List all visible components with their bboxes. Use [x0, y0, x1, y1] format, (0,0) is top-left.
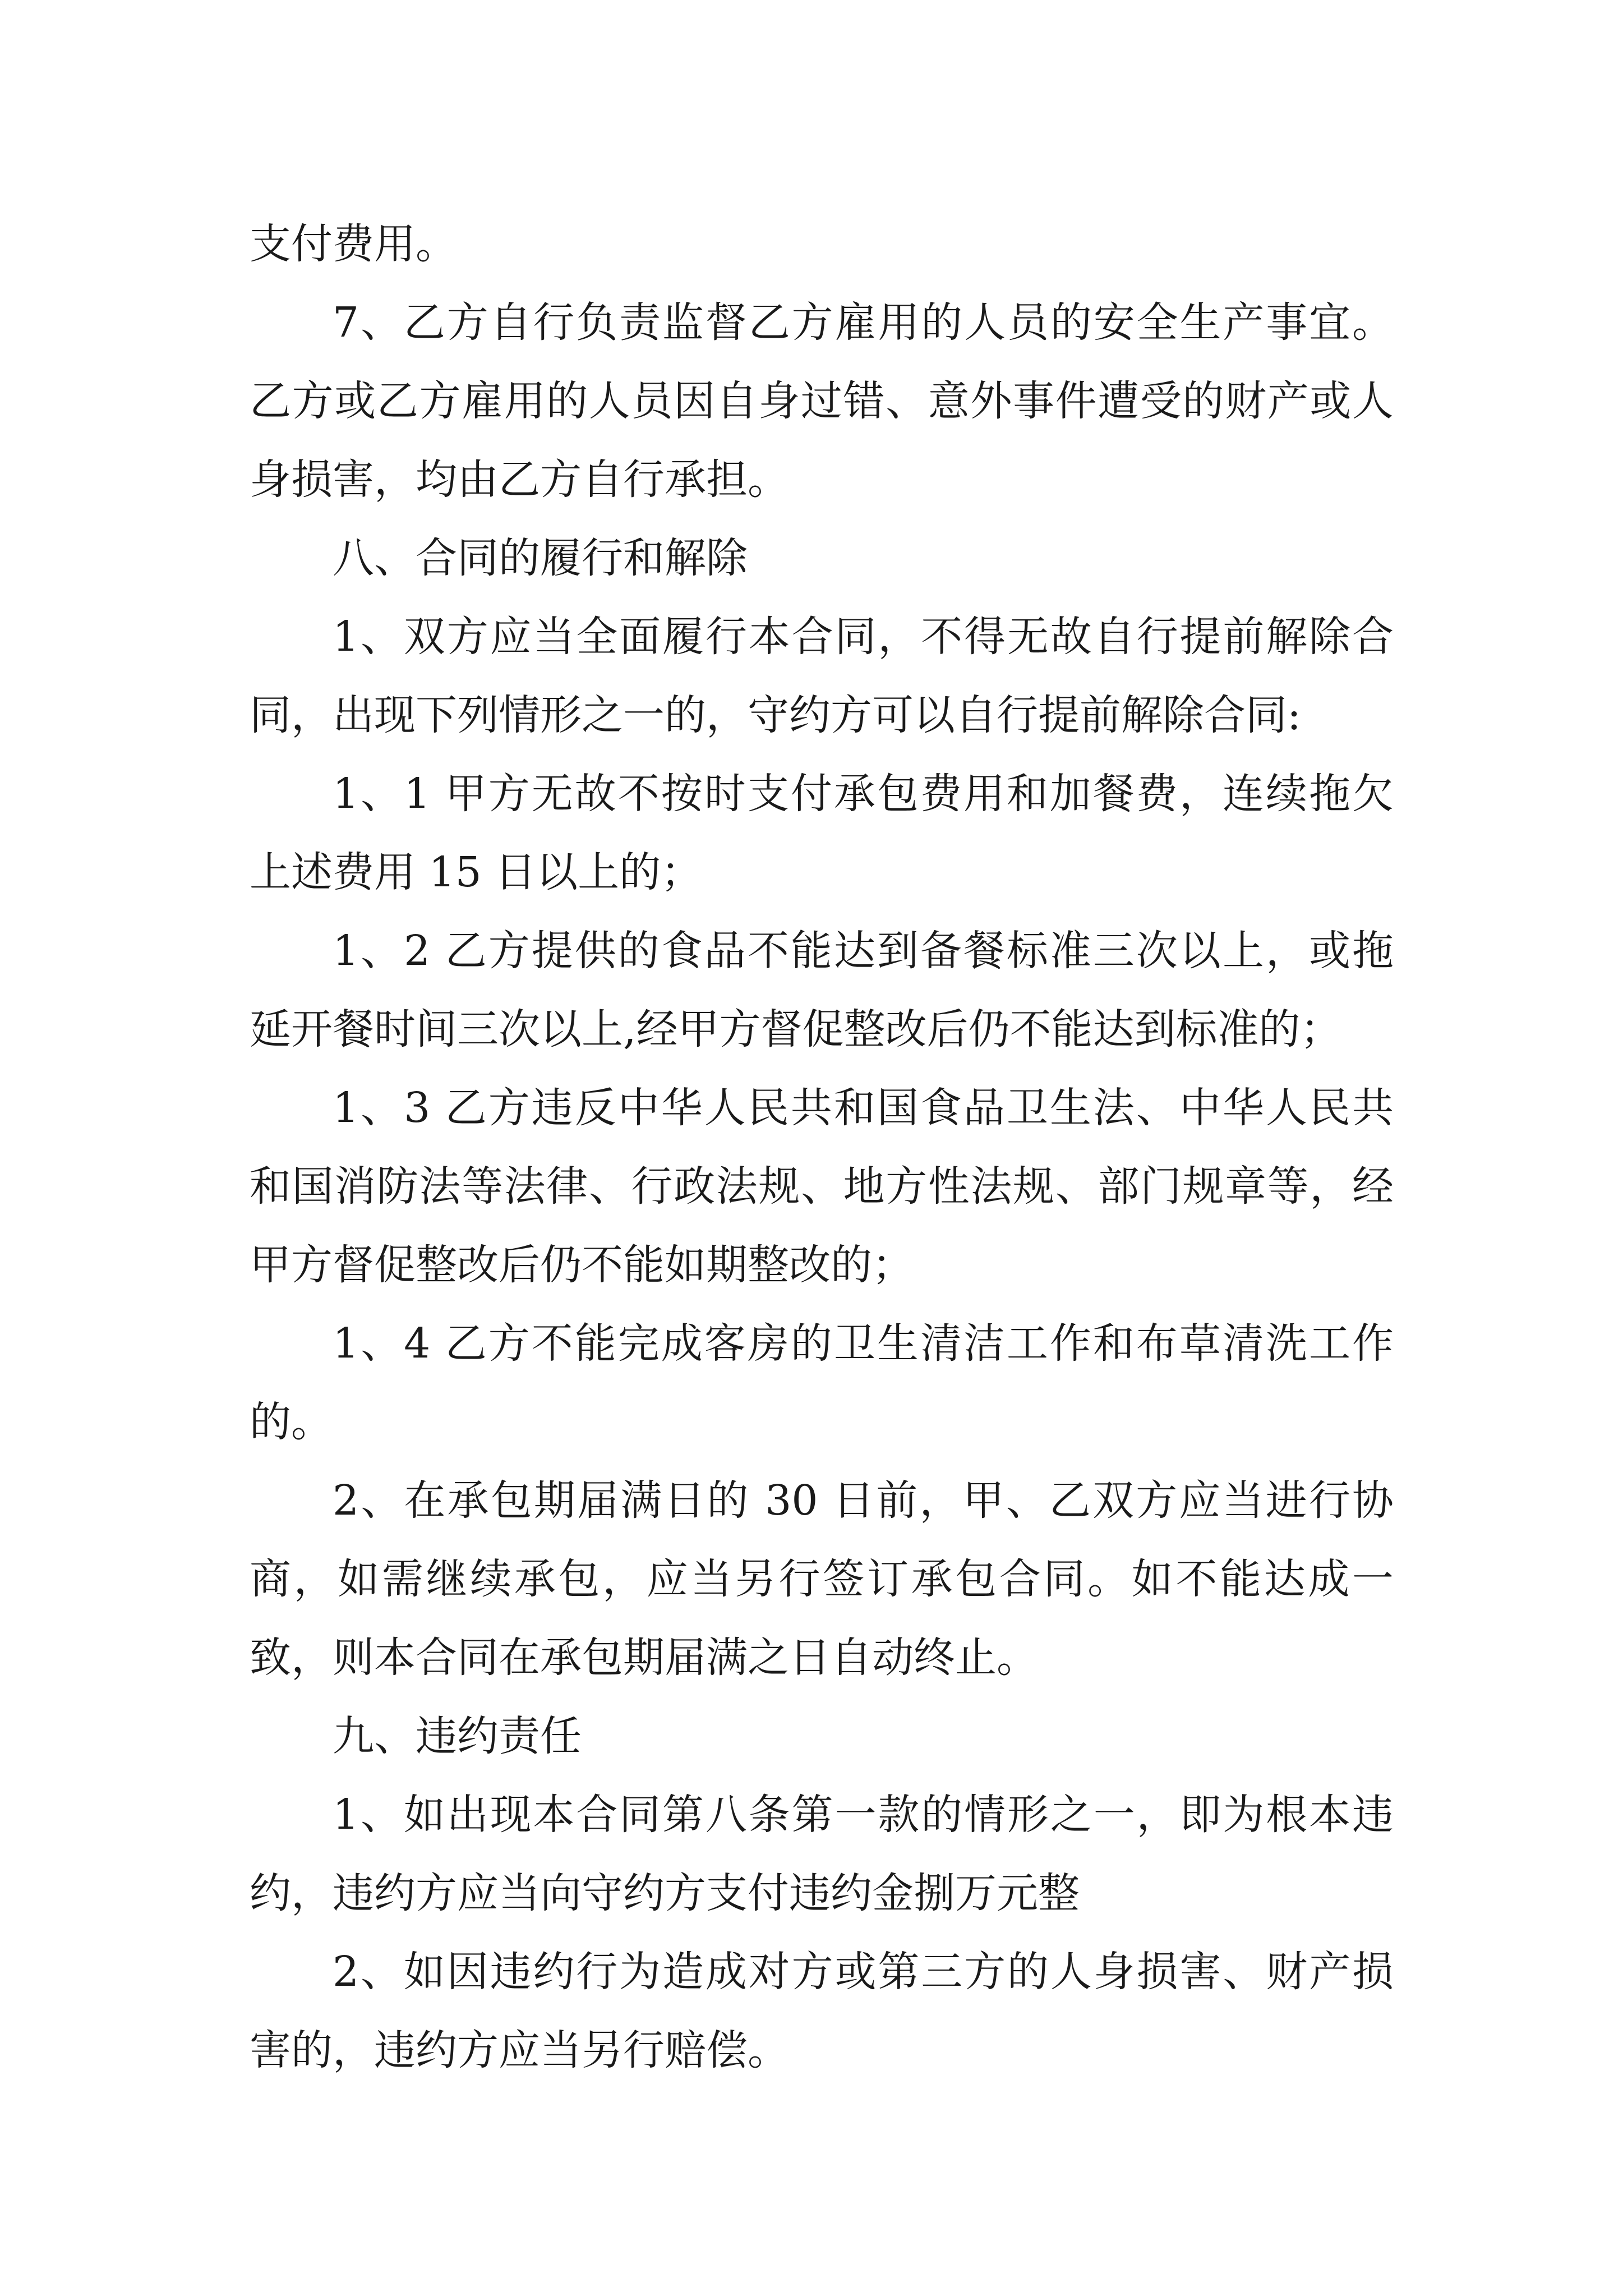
paragraph-clause-8-1-3: 1、3 乙方违反中华人民共和国食品卫生法、中华人民共和国消防法等法律、行政法规、地方性法规、部门规章等，经甲方督促整改后仍不能如期整改的； [250, 1084, 1394, 1289]
section-heading-8: 八、合同的履行和解除 [333, 534, 748, 582]
paragraph-clause-8-1-2: 1、2 乙方提供的食品不能达到备餐标准三次以上，或拖延开餐时间三次以上,经甲方督促整改后仍不能达到标准的； [250, 927, 1394, 1053]
paragraph-clause-9-1: 1、如出现本合同第八条第一款的情形之一，即为根本违约，违约方应当向守约方支付违约金捌万元整 [250, 1791, 1394, 1917]
paragraph-clause-8-1: 1、双方应当全面履行本合同，不得无故自行提前解除合同，出现下列情形之一的，守约方可以自行提前解除合同: [250, 613, 1394, 739]
section-heading-9: 九、违约责任 [333, 1712, 582, 1760]
paragraph-clause-7: 7、乙方自行负责监督乙方雇用的人员的安全生产事宜。乙方或乙方雇用的人员因自身过错、意外事件遭受的财产或人身损害，均由乙方自行承担。 [250, 298, 1394, 504]
paragraph-continuation: 支付费用。 [250, 220, 457, 268]
paragraph-clause-8-1-4: 1、4 乙方不能完成客房的卫生清洁工作和布草清洗工作的。 [250, 1319, 1394, 1446]
paragraph-clause-8-2: 2、在承包期届满日的 30 日前，甲、乙双方应当进行协商，如需继续承包，应当另行签订承包合同。如不能达成一致，则本合同在承包期届满之日自动终止。 [250, 1476, 1394, 1682]
paragraph-clause-9-2: 2、如因违约行为造成对方或第三方的人身损害、财产损害的，违约方应当另行赔偿。 [250, 1948, 1394, 2074]
paragraph-clause-8-1-1: 1、1 甲方无故不按时支付承包费用和加餐费，连续拖欠上述费用 15 日以上的； [250, 770, 1394, 896]
document-body [250, 205, 1394, 2090]
